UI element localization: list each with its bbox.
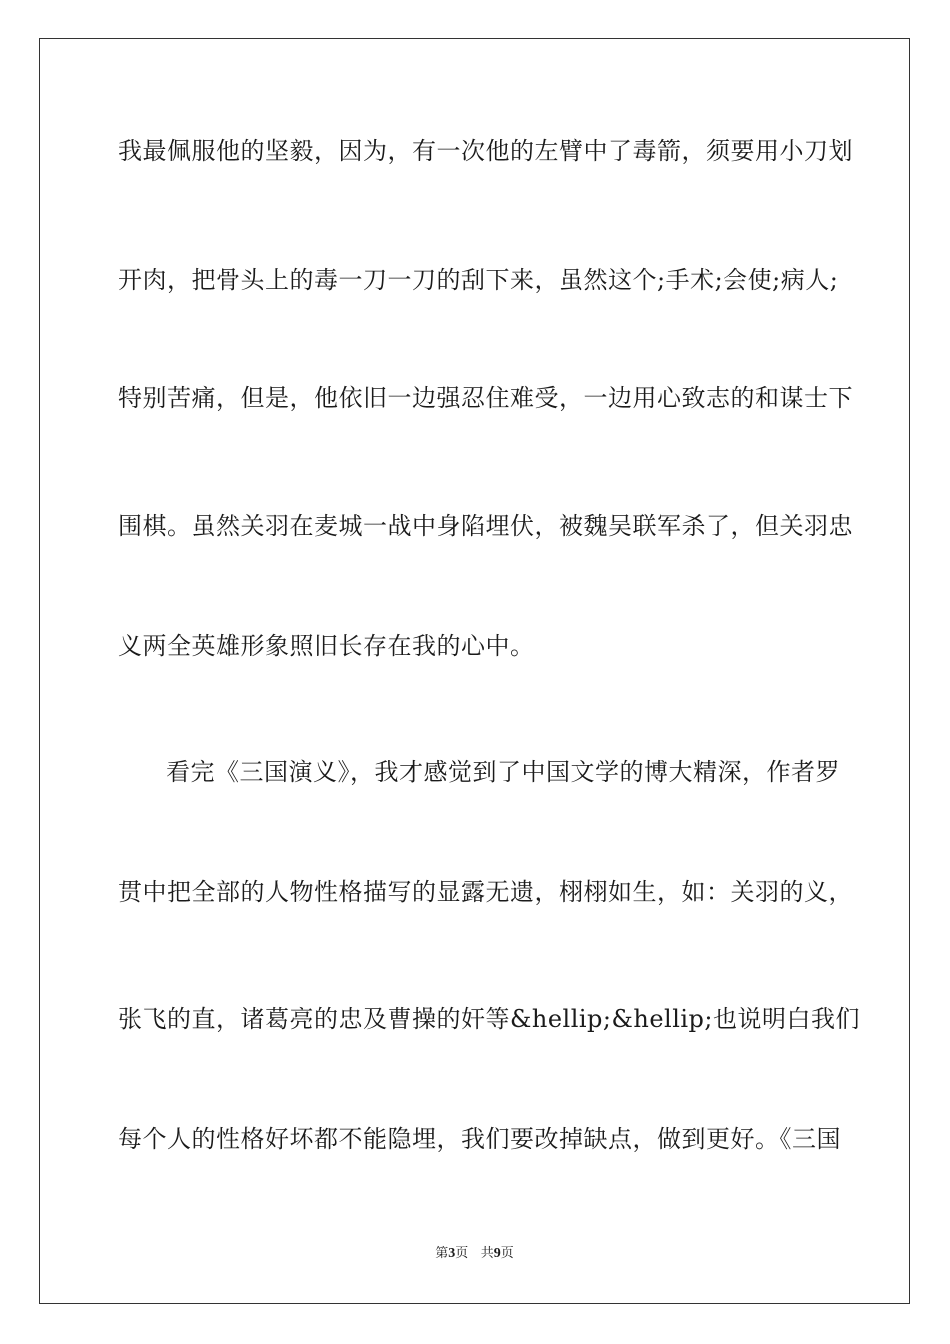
paragraph-line-9: 每个人的性格好坏都不能隐埋，我们要改掉缺点，做到更好。《三国 (118, 1125, 841, 1153)
page-footer (40, 1242, 909, 1262)
paragraph-line-2: 开肉，把骨头上的毒一刀一刀的刮下来，虽然这个;手术;会使;病人; (118, 266, 839, 294)
paragraph-line-4: 围棋。虽然关羽在麦城一战中身陷埋伏，被魏吴联军杀了，但关羽忠 (118, 512, 853, 540)
footer-prefix: 第 (435, 1246, 449, 1261)
paragraph-line-5: 义两全英雄形象照旧长存在我的心中。 (118, 632, 535, 660)
paragraph-line-1: 我最佩服他的坚毅，因为，有一次他的左臂中了毒箭，须要用小刀划 (118, 137, 853, 165)
paragraph-line-6: 看完《三国演义》，我才感觉到了中国文学的博大精深，作者罗 (166, 758, 840, 786)
paragraph-line-3: 特别苦痛，但是，他依旧一边强忍住难受，一边用心致志的和谋士下 (118, 384, 853, 412)
current-page-number: 3 (448, 1246, 456, 1261)
footer-total-unit: 页 (500, 1246, 514, 1261)
footer-page-unit: 页 (455, 1246, 469, 1261)
paragraph-line-7: 贯中把全部的人物性格描写的显露无遗，栩栩如生，如：关羽的义， (118, 878, 853, 906)
paragraph-line-8: 张飞的直，诸葛亮的忠及曹操的奸等&hellip;&hellip;也说明白我们 (118, 1005, 860, 1033)
footer-total-prefix: 共 (480, 1246, 494, 1261)
total-pages-number: 9 (493, 1246, 501, 1261)
document-page (39, 38, 910, 1304)
